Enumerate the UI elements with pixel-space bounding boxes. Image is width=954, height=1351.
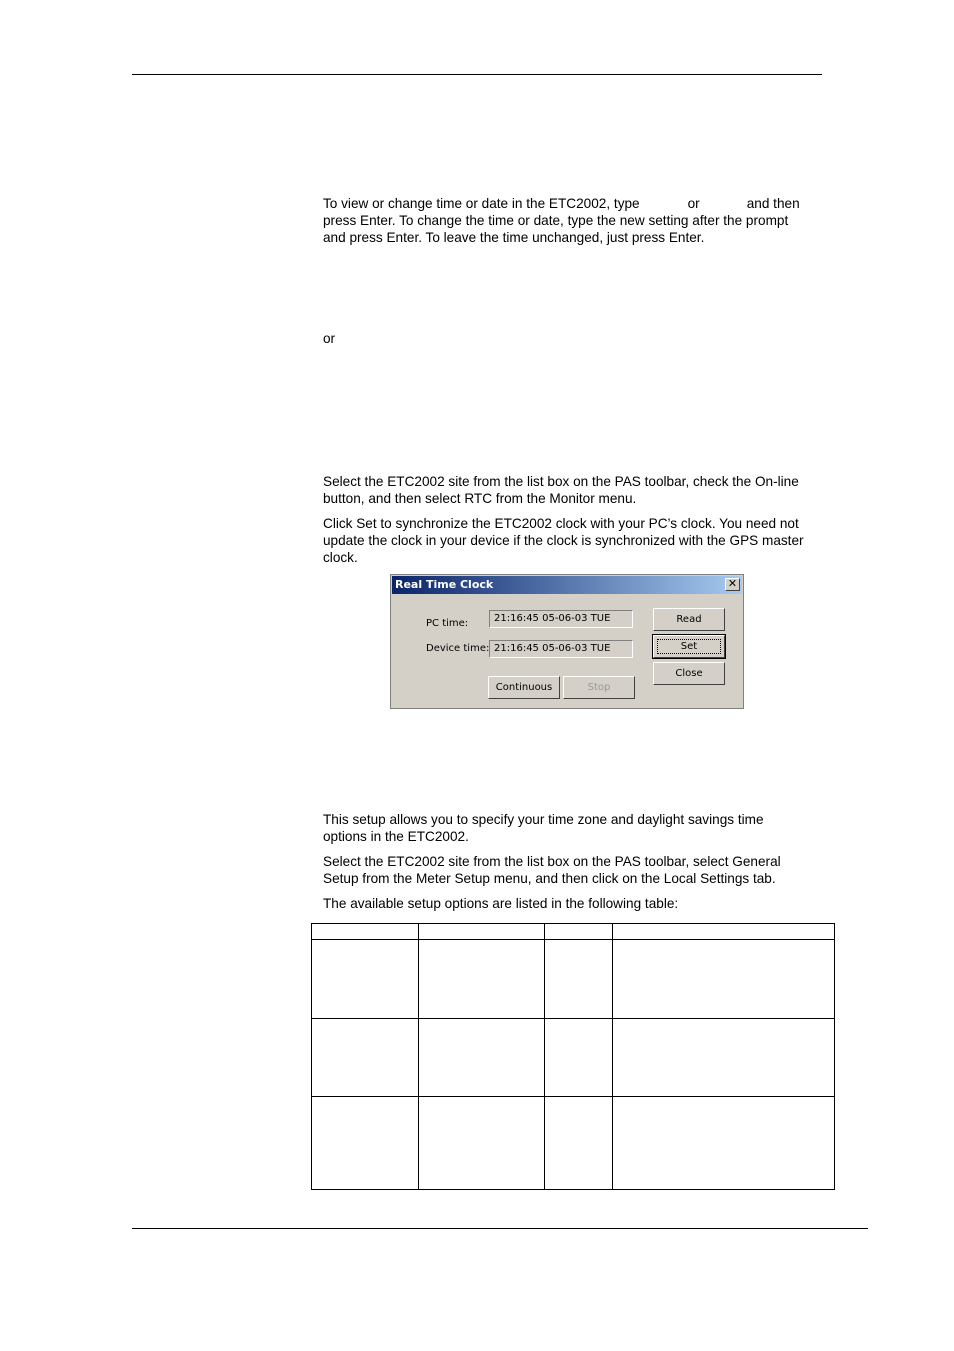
stop-button[interactable]: Stop bbox=[563, 676, 635, 699]
real-time-clock-dialog bbox=[390, 574, 744, 709]
table-cell bbox=[312, 1019, 419, 1097]
para1-and: and bbox=[746, 196, 770, 211]
time-date-instructions bbox=[323, 196, 803, 246]
local-settings-instructions: Select the ETC2002 site from the list box on the PAS toolbar, select General Setup from the Meter Setup menu, and then click on the Local Settings tab. bbox=[323, 854, 781, 886]
rtc-open-instructions: Select the ETC2002 site from the list box on the PAS toolbar, check the On-line button, and then select RTC from the Monitor menu. bbox=[323, 474, 799, 506]
close-icon[interactable]: ✕ bbox=[725, 578, 740, 591]
table-cell bbox=[312, 940, 419, 1019]
table-cell bbox=[545, 940, 613, 1019]
rtc-set-instructions: Click Set to synchronize the ETC2002 clock with your PC’s clock. You need not update the clock in your device if the clock is synchronized with the GPS master clock. bbox=[323, 516, 804, 565]
device-time-label: Device time: bbox=[426, 643, 490, 654]
table-cell bbox=[613, 1097, 835, 1190]
dialog-title: Real Time Clock bbox=[395, 578, 494, 591]
table-cell bbox=[419, 1019, 545, 1097]
or-text: or bbox=[323, 331, 336, 346]
table-cell bbox=[545, 1097, 613, 1190]
para1-part2: then press Enter. To change the time or date, type the new setting after the prompt and press Enter. To leave the time unchanged, just press Enter. bbox=[323, 196, 800, 245]
set-button-label: Set bbox=[657, 639, 721, 654]
para1-part1: To view or change time or date in the ETC2002, type bbox=[323, 196, 640, 211]
close-button[interactable]: Close bbox=[653, 662, 725, 685]
device-time-field: 21:16:45 05-06-03 TUE bbox=[489, 640, 633, 658]
table-cell bbox=[312, 1097, 419, 1190]
header-rule bbox=[132, 74, 822, 75]
footer-rule bbox=[132, 1228, 868, 1229]
pc-time-field: 21:16:45 05-06-03 TUE bbox=[489, 610, 633, 628]
set-button[interactable] bbox=[653, 635, 725, 658]
table-row bbox=[312, 1019, 835, 1097]
header-cell bbox=[419, 924, 545, 940]
local-settings-intro: This setup allows you to specify your time zone and daylight savings time options in the ETC2002. bbox=[323, 812, 764, 844]
setup-options-table bbox=[311, 923, 835, 1190]
table-cell bbox=[545, 1019, 613, 1097]
continuous-button[interactable]: Continuous bbox=[488, 676, 560, 699]
read-button[interactable]: Read bbox=[653, 608, 725, 631]
header-cell bbox=[613, 924, 835, 940]
table-row bbox=[312, 940, 835, 1019]
table-cell bbox=[613, 1019, 835, 1097]
table-cell bbox=[419, 940, 545, 1019]
header-cell bbox=[312, 924, 419, 940]
para1-or: or bbox=[687, 196, 700, 211]
pc-time-label: PC time: bbox=[426, 618, 469, 629]
table-header-row bbox=[312, 924, 835, 940]
table-cell bbox=[419, 1097, 545, 1190]
dialog-titlebar bbox=[392, 576, 742, 594]
table-cell bbox=[613, 940, 835, 1019]
header-cell bbox=[545, 924, 613, 940]
table-row bbox=[312, 1097, 835, 1190]
table-intro: The available setup options are listed in the following table: bbox=[323, 896, 679, 911]
